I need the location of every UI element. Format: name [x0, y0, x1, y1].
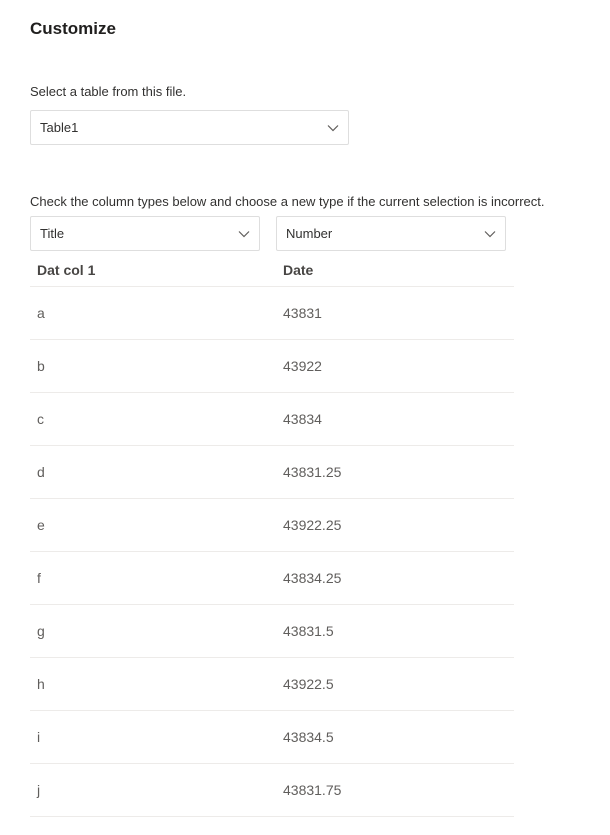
table-cell: j — [37, 782, 41, 798]
table-cell: 43922 — [283, 358, 322, 374]
table-cell: 43831.5 — [283, 623, 334, 639]
table-cell: 43831 — [283, 305, 322, 321]
table-cell: 43834 — [283, 411, 322, 427]
table-row — [30, 658, 514, 711]
table-cell: a — [37, 305, 45, 321]
column-header: Dat col 1 — [37, 261, 96, 278]
table-cell: 43834.5 — [283, 729, 334, 745]
table-cell: d — [37, 464, 45, 480]
table-row — [30, 393, 514, 446]
table-cell: 43831.75 — [283, 782, 342, 798]
table-header-row — [30, 253, 514, 287]
table-cell: 43922.25 — [283, 517, 342, 533]
table-cell: h — [37, 676, 45, 692]
column-header: Date — [283, 261, 314, 278]
table-row — [30, 340, 514, 393]
table-cell: 43922.5 — [283, 676, 334, 692]
table-cell: c — [37, 411, 44, 427]
table-cell: f — [37, 570, 41, 586]
table-dropdown[interactable] — [30, 110, 349, 145]
column-2-type-value: Number — [286, 226, 333, 241]
table-row — [30, 552, 514, 605]
table-row — [30, 446, 514, 499]
table-cell: 43834.25 — [283, 570, 342, 586]
table-row — [30, 287, 514, 340]
chevron-down-icon — [318, 111, 348, 144]
column-types-label: Check the column types below and choose a new type if the current selection is incorrect. — [30, 194, 545, 209]
column-2-type-dropdown[interactable] — [276, 216, 506, 251]
table-cell: g — [37, 623, 45, 639]
chevron-down-icon — [475, 217, 505, 250]
page-title: Customize — [30, 19, 116, 38]
table-select-label: Select a table from this file. — [30, 84, 187, 99]
table-cell: e — [37, 517, 45, 533]
chevron-down-icon — [229, 217, 259, 250]
table-cell: i — [37, 729, 41, 745]
column-1-type-dropdown[interactable] — [30, 216, 260, 251]
table-cell: b — [37, 358, 45, 374]
table-dropdown-value: Table1 — [40, 120, 79, 135]
table-row — [30, 499, 514, 552]
table-row — [30, 605, 514, 658]
table-row — [30, 711, 514, 764]
column-1-type-value: Title — [40, 226, 65, 241]
table-row — [30, 764, 514, 817]
preview-table — [30, 253, 514, 817]
table-cell: 43831.25 — [283, 464, 342, 480]
